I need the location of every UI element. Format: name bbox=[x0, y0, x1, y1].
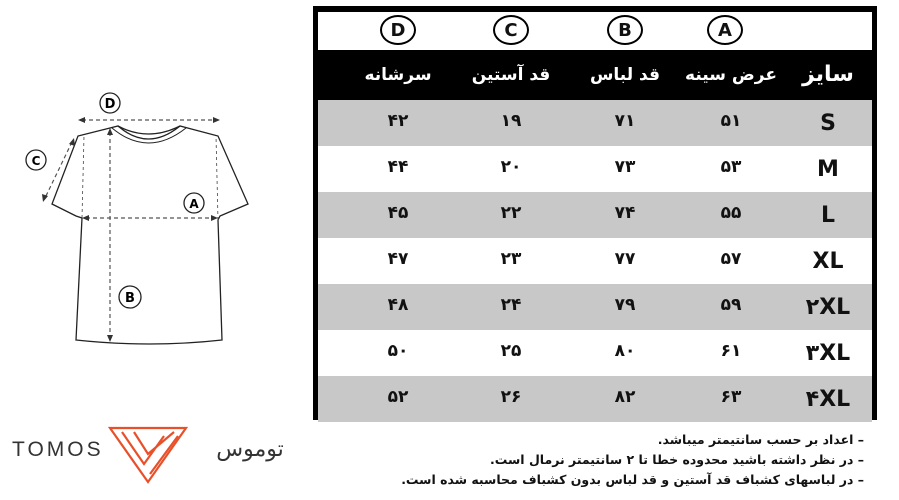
table-row bbox=[318, 330, 872, 376]
logo-persian-text: توموس bbox=[216, 437, 284, 462]
tomos-logo bbox=[10, 410, 300, 490]
cell-size: XL bbox=[812, 249, 844, 274]
letter-d: D bbox=[380, 15, 416, 45]
table-row bbox=[318, 284, 872, 330]
cell-shoulder: ۴۷ bbox=[387, 249, 409, 269]
table-row bbox=[318, 100, 872, 146]
header-sleeve-length: قد آستین bbox=[471, 65, 551, 85]
header-garment-length: قد لباس bbox=[589, 65, 661, 85]
cell-chest-width: ۵۵ bbox=[720, 203, 742, 223]
cell-sleeve-length: ۱۹ bbox=[500, 111, 522, 131]
cell-chest-width: ۵۱ bbox=[720, 111, 742, 131]
cell-sleeve-length: ۲۲ bbox=[500, 203, 522, 223]
table-body bbox=[318, 100, 872, 422]
letter-c: C bbox=[493, 15, 529, 45]
cell-sleeve-length: ۲۵ bbox=[500, 341, 522, 361]
measurement-letter-row bbox=[318, 12, 872, 50]
cell-sleeve-length: ۲۰ bbox=[500, 157, 522, 177]
cell-garment-length: ۷۱ bbox=[614, 111, 636, 131]
diagram-label-c: C bbox=[31, 154, 41, 168]
cell-sleeve-length: ۲۳ bbox=[500, 249, 522, 269]
table-row bbox=[318, 146, 872, 192]
table-row bbox=[318, 238, 872, 284]
logo-mark-icon bbox=[110, 428, 186, 482]
cell-chest-width: ۵۹ bbox=[720, 295, 742, 315]
cell-chest-width: ۶۱ bbox=[720, 341, 742, 361]
size-notes bbox=[384, 430, 864, 490]
note-knit: – در لباسهای کشباف قد آستین و قد لباس بدون کشباف محاسبه شده است. bbox=[401, 472, 864, 487]
cell-chest-width: ۵۷ bbox=[720, 249, 742, 269]
tshirt-measurement-diagram bbox=[0, 70, 300, 370]
cell-shoulder: ۴۲ bbox=[387, 111, 409, 131]
header-size: سایز bbox=[802, 62, 854, 87]
cell-size: M bbox=[817, 157, 839, 182]
cell-shoulder: ۵۰ bbox=[387, 341, 409, 361]
cell-size: S bbox=[820, 111, 836, 136]
note-units: – اعداد بر حسب سانتیمتر میباشد. bbox=[657, 432, 864, 447]
cell-shoulder: ۴۸ bbox=[387, 295, 409, 315]
cell-size: L bbox=[820, 203, 836, 228]
cell-size: ۴XL bbox=[805, 387, 851, 412]
diagram-label-a: A bbox=[189, 197, 199, 211]
table-header bbox=[318, 50, 872, 100]
cell-chest-width: ۵۳ bbox=[720, 157, 742, 177]
cell-garment-length: ۷۴ bbox=[614, 203, 636, 223]
diagram-label-b: B bbox=[125, 291, 135, 306]
cell-size: ۲XL bbox=[805, 295, 851, 320]
cell-shoulder: ۴۵ bbox=[387, 203, 409, 223]
cell-garment-length: ۷۹ bbox=[614, 295, 636, 315]
header-chest-width: عرض سینه bbox=[685, 65, 777, 85]
letter-a: A bbox=[707, 15, 743, 45]
logo-latin-text: TOMOS bbox=[12, 438, 104, 461]
letter-b: B bbox=[607, 15, 643, 45]
size-table bbox=[313, 6, 877, 420]
cell-garment-length: ۸۲ bbox=[614, 387, 636, 407]
note-tolerance: – در نظر داشته باشید محدوده خطا تا ۲ سانتیمتر نرمال است. bbox=[490, 452, 864, 467]
cell-shoulder: ۵۲ bbox=[387, 387, 409, 407]
tshirt-outline bbox=[52, 126, 248, 344]
cell-garment-length: ۷۷ bbox=[614, 249, 636, 269]
header-shoulder: سرشانه bbox=[364, 65, 432, 85]
cell-shoulder: ۴۴ bbox=[387, 157, 409, 177]
cell-garment-length: ۷۳ bbox=[614, 157, 636, 177]
table-row bbox=[318, 376, 872, 422]
cell-garment-length: ۸۰ bbox=[614, 341, 636, 361]
tshirt-collar bbox=[118, 126, 180, 139]
cell-sleeve-length: ۲۶ bbox=[500, 387, 522, 407]
cell-sleeve-length: ۲۴ bbox=[500, 295, 522, 315]
diagram-label-d: D bbox=[104, 97, 116, 112]
cell-chest-width: ۶۳ bbox=[720, 387, 742, 407]
cell-size: ۳XL bbox=[805, 341, 851, 366]
table-row bbox=[318, 192, 872, 238]
